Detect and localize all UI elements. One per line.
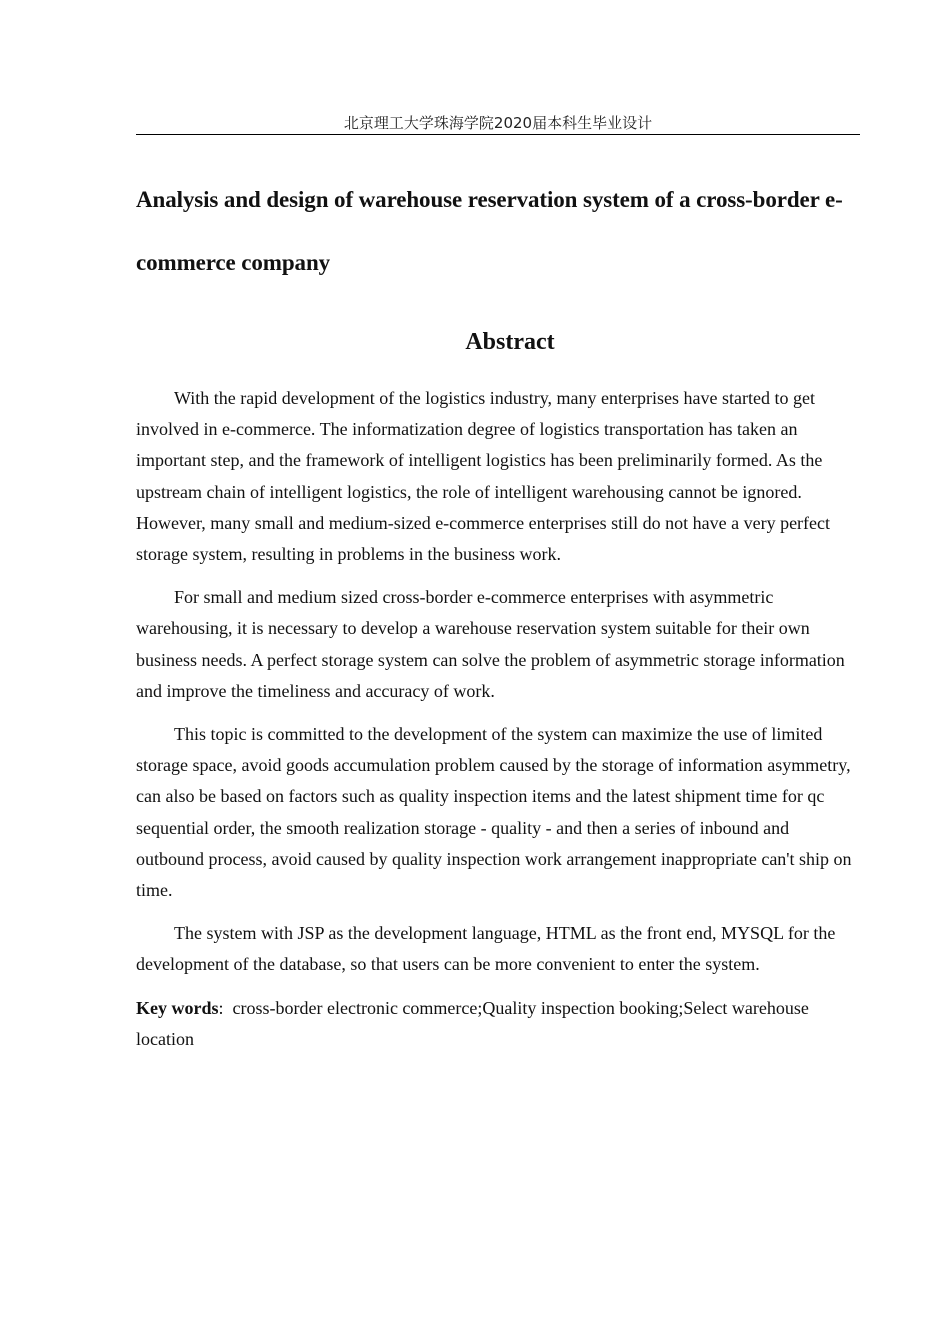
abstract-heading: Abstract [465,329,555,355]
document-title: Analysis and design of warehouse reservation system of a cross-border e-commerce company [136,187,843,275]
abstract-body [136,383,860,1055]
keywords-separator: : [218,997,233,1018]
keywords-text: cross-border electronic commerce;Quality inspection booking;Select warehouse location [136,997,809,1049]
abstract-paragraph-2: For small and medium sized cross-border e-commerce enterprises with asymmetric warehousing, it is necessary to develop a warehouse reservation system suitable for their own business needs. A perfect storage system can solve the problem of asymmetric storage information and improve the timeliness and accuracy of work. [136,587,845,701]
abstract-paragraph-4: The system with JSP as the development language, HTML as the front end, MYSQL for the development of the database, so that users can be more convenient to enter the system. [136,923,836,975]
abstract-paragraph-3: This topic is committed to the development of the system can maximize the use of limited storage space, avoid goods accumulation problem caused by the storage of information asymmetry, can also be based on factors such as quality inspection items and the latest shipment time for qc sequential order, the smooth realization storage - quality - and then a series of inbound and outbound process, avoid caused by quality inspection work arrangement inappropriate can't ship on time. [136,724,852,901]
keywords-label: Key words [136,997,219,1018]
abstract-paragraph-1: With the rapid development of the logistics industry, many enterprises have started to get involved in e-commerce. The informatization degree of logistics transportation has taken an important step, and the framework of intelligent logistics has been preliminarily formed. As the upstream chain of intelligent logistics, the role of intelligent warehousing cannot be ignored. However, many small and medium-sized e-commerce enterprises still do not have a very perfect storage system, resulting in problems in the business work. [136,388,831,565]
header-text: 北京理工大学珠海学院2020届本科生毕业设计 [343,114,653,132]
page-header [136,112,860,135]
keywords [136,993,860,1055]
